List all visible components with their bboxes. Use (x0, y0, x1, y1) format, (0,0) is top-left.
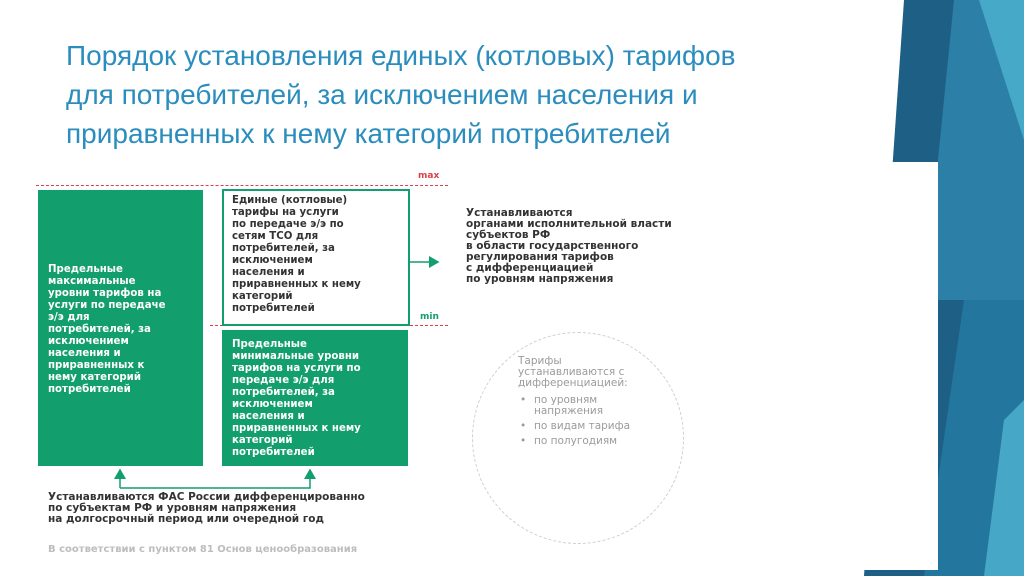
regional-note-line: в области государственного (466, 240, 639, 252)
unified-box-line: тарифы на услуги (232, 207, 339, 218)
min-box-line: потребителей (232, 447, 315, 458)
list-item-text: напряжения (534, 405, 604, 417)
min-box-line: передаче э/э для (232, 375, 335, 386)
max-box-line: исключением (48, 336, 129, 347)
differentiation-text (518, 356, 668, 451)
max-box-line: э/э для (48, 312, 90, 323)
list-item-text: • по уровням (534, 394, 598, 406)
regional-note-line: регулирования тарифов (466, 251, 614, 263)
unified-box-line: приравненных к нему (232, 279, 361, 290)
min-box-line: Предельные (232, 339, 307, 350)
max-box-line: нему категорий (48, 372, 141, 383)
title-line-2: для потребителей, за исключением населения и (66, 79, 698, 110)
max-label: max (418, 171, 440, 181)
fas-note (48, 492, 365, 525)
min-box-line: минимальные уровни (232, 351, 360, 362)
slide-title (66, 36, 886, 153)
list-item (518, 395, 668, 417)
unified-box-line: по передаче э/э по (232, 219, 344, 230)
circle-heading-line: Тарифы (518, 355, 562, 367)
regional-note-line: с дифференциацией (466, 262, 594, 274)
unified-box-line: категорий (232, 291, 293, 302)
max-box-line: Предельные (48, 264, 123, 275)
unified-box-line: Единые (котловые) (232, 195, 348, 206)
title-line-1: Порядок установления единых (котловых) тарифов (66, 40, 736, 71)
max-box-line: максимальные (48, 276, 136, 287)
unified-box-line: исключением (232, 255, 313, 266)
min-label: min (420, 312, 439, 322)
list-item (518, 421, 668, 432)
max-box-line: приравненных к (48, 360, 145, 371)
regional-note-line: Устанавливаются (466, 207, 573, 219)
min-box-line: категорий (232, 435, 293, 446)
regional-note-line: по уровням напряжения (466, 273, 614, 285)
max-box-line: потребителей, за (48, 324, 151, 335)
unified-box-line: потребителей, за (232, 243, 335, 254)
max-dashed-line (36, 185, 448, 186)
max-box-line: населения и (48, 348, 121, 359)
unified-box-line: населения и (232, 267, 305, 278)
regional-note-line: органами исполнительной власти (466, 218, 672, 230)
fas-note-line: Устанавливаются ФАС России дифференцированно (48, 491, 365, 503)
fas-note-line: по субъектам РФ и уровням напряжения (48, 502, 297, 514)
footnote: В соответствии с пунктом 81 Основ ценообразования (48, 544, 358, 555)
min-box-line: приравненных к нему (232, 423, 361, 434)
min-box-line: тарифов на услуги по (232, 363, 361, 374)
max-box-line: потребителей (48, 384, 131, 395)
title-line-3: приравненных к нему категорий потребителей (66, 118, 671, 149)
differentiation-list (518, 395, 668, 447)
list-item-text: • по видам тарифа (534, 420, 631, 432)
unified-box-line: сетям ТСО для (232, 231, 319, 242)
fas-note-line: на долгосрочный период или очередной год (48, 513, 324, 525)
unified-tariff-box (222, 189, 410, 326)
max-box-line: услуги по передаче (48, 300, 166, 311)
min-box-line: населения и (232, 411, 305, 422)
min-box-line: потребителей, за (232, 387, 335, 398)
circle-heading-line: дифференциацией: (518, 377, 628, 389)
min-box-line: исключением (232, 399, 313, 410)
circle-heading-line: устанавливаются с (518, 366, 625, 378)
list-item (518, 436, 668, 447)
min-tariff-box (222, 330, 408, 466)
unified-box-line: потребителей (232, 303, 315, 314)
max-tariff-box (38, 190, 203, 466)
regional-note-line: субъектов РФ (466, 229, 551, 241)
list-item-text: • по полугодиям (534, 435, 618, 447)
max-box-line: уровни тарифов на (48, 288, 162, 299)
regional-authority-note (466, 208, 672, 285)
